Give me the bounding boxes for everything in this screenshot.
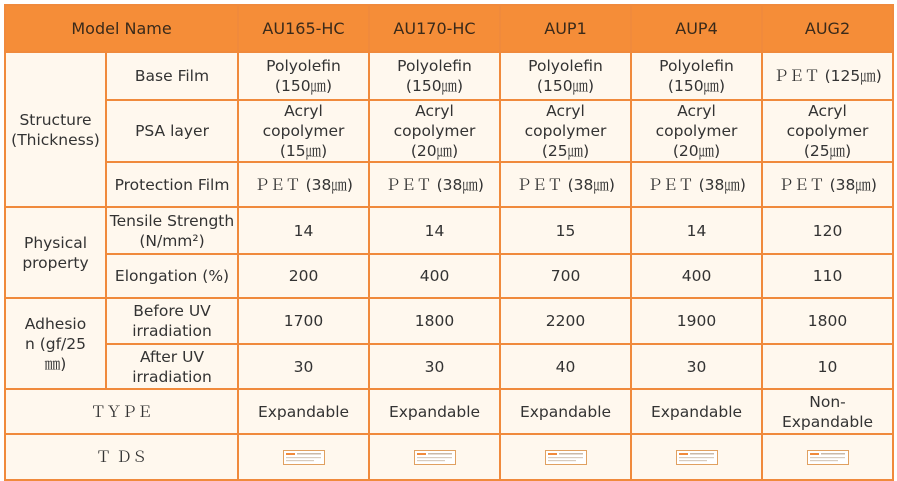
tds-cell [369,434,500,480]
table-cell: ＰＥＴ (38㎛) [238,162,369,207]
tds-label: Ｔ ＤＳ [5,434,238,480]
table-cell: 1700 [238,298,369,344]
row-label: Base Film [106,52,238,100]
before-uv-row [5,298,893,344]
table-cell: Polyolefin (150㎛) [500,52,631,100]
model-header: AUG2 [762,5,893,52]
elongation-row [5,254,893,298]
table-cell: 120 [762,207,893,254]
table-cell: ＰＥＴ (38㎛) [762,162,893,207]
type-row [5,389,893,434]
table-cell: Acryl copolymer (20㎛) [631,100,762,162]
tds-row [5,434,893,480]
table-cell: 1800 [762,298,893,344]
document-thumbnail-icon[interactable] [676,450,718,465]
table-cell: 700 [500,254,631,298]
table-cell: Acryl copolymer (20㎛) [369,100,500,162]
table-cell: 14 [369,207,500,254]
table-cell: ＰＥＴ (125㎛) [762,52,893,100]
psa-layer-row [5,100,893,162]
table-cell: 2200 [500,298,631,344]
document-thumbnail-icon[interactable] [283,450,325,465]
table-cell: 15 [500,207,631,254]
type-label: ＴＹＰＥ [5,389,238,434]
table-cell: 400 [631,254,762,298]
table-cell: 30 [631,344,762,389]
spec-table [4,4,894,481]
tds-cell [238,434,369,480]
table-cell: Expandable [631,389,762,434]
structure-group-label: Structure (Thickness) [5,52,106,207]
row-label: Elongation (%) [106,254,238,298]
table-cell: Expandable [369,389,500,434]
model-name-label: Model Name [5,5,238,52]
table-cell: Acryl copolymer (25㎛) [762,100,893,162]
table-cell: 30 [369,344,500,389]
tds-cell [631,434,762,480]
table-cell: 1900 [631,298,762,344]
table-cell: Expandable [238,389,369,434]
protection-film-row [5,162,893,207]
row-label: Before UV irradiation [106,298,238,344]
row-label: Protection Film [106,162,238,207]
tds-cell [762,434,893,480]
table-cell: 10 [762,344,893,389]
table-cell: 40 [500,344,631,389]
model-header: AUP4 [631,5,762,52]
model-header: AUP1 [500,5,631,52]
document-thumbnail-icon[interactable] [545,450,587,465]
after-uv-row [5,344,893,389]
model-header: AU170-HC [369,5,500,52]
table-cell: ＰＥＴ (38㎛) [369,162,500,207]
table-cell: ＰＥＴ (38㎛) [500,162,631,207]
table-cell: 30 [238,344,369,389]
table-cell: 400 [369,254,500,298]
table-cell: Polyolefin (150㎛) [369,52,500,100]
model-header: AU165-HC [238,5,369,52]
table-cell: Non-Expandable [762,389,893,434]
table-cell: Acryl copolymer (15㎛) [238,100,369,162]
document-thumbnail-icon[interactable] [414,450,456,465]
table-cell: 110 [762,254,893,298]
table-cell: Expandable [500,389,631,434]
row-label: PSA layer [106,100,238,162]
table-cell: ＰＥＴ (38㎛) [631,162,762,207]
table-cell: 1800 [369,298,500,344]
base-film-row [5,52,893,100]
row-label: Tensile Strength (N/mm²) [106,207,238,254]
table-cell: 14 [238,207,369,254]
tensile-row [5,207,893,254]
table-cell: Polyolefin (150㎛) [238,52,369,100]
adhesion-group-label: Adhesio n (gf/25 ㎜) [5,298,106,389]
table-cell: 14 [631,207,762,254]
document-thumbnail-icon[interactable] [807,450,849,465]
header-row [5,5,893,52]
tds-cell [500,434,631,480]
table-cell: 200 [238,254,369,298]
table-cell: Polyolefin (150㎛) [631,52,762,100]
row-label: After UV irradiation [106,344,238,389]
physical-group-label: Physical property [5,207,106,298]
table-cell: Acryl copolymer (25㎛) [500,100,631,162]
